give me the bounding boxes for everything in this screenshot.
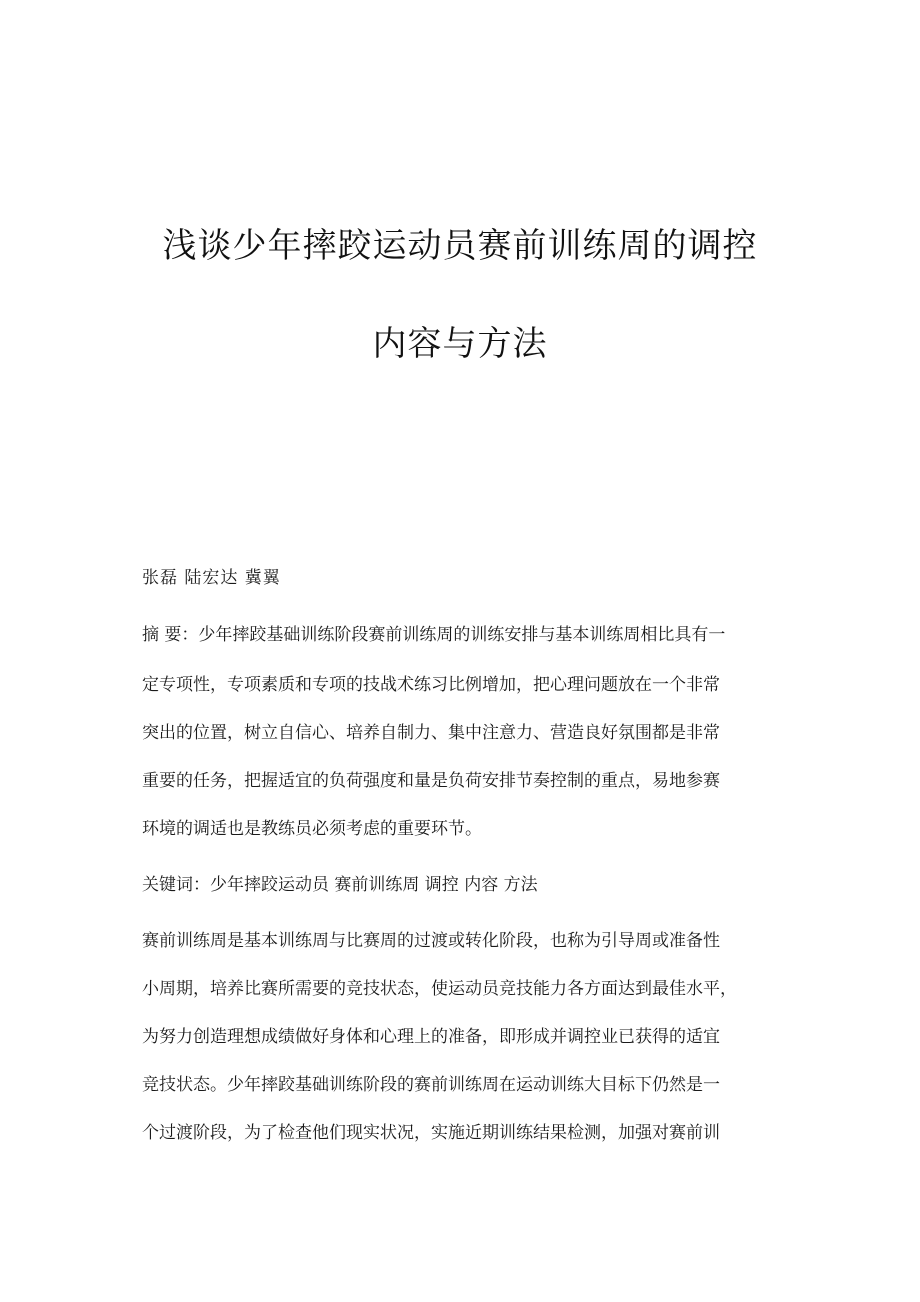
abstract-line: 重要的任务，把握适宜的负荷强度和量是负荷安排节奏控制的重点，易地参赛 (142, 771, 720, 791)
authors: 张磊 陆宏达 冀翼 (142, 568, 281, 588)
abstract-line: 摘 要：少年摔跤基础训练阶段赛前训练周的训练安排与基本训练周相比具有一 (142, 625, 726, 645)
body-line: 为努力创造理想成绩做好身体和心理上的准备，即形成并调控业已获得的适宜 (142, 1027, 720, 1047)
body-line: 竞技状态。少年摔跤基础训练阶段的赛前训练周在运动训练大目标下仍然是一 (142, 1075, 720, 1095)
abstract-line: 环境的调适也是教练员必须考虑的重要环节。 (142, 819, 482, 839)
title-line-2: 内容与方法 (372, 324, 548, 364)
body-line: 赛前训练周是基本训练周与比赛周的过渡或转化阶段，也称为引导周或准备性 (142, 931, 720, 951)
title-line-1: 浅谈少年摔跤运动员赛前训练周的调控 (162, 226, 758, 266)
abstract-line: 定专项性，专项素质和专项的技战术练习比例增加，把心理问题放在一个非常 (142, 675, 720, 695)
keywords: 关键词：少年摔跤运动员 赛前训练周 调控 内容 方法 (142, 875, 538, 895)
body-line: 个过渡阶段，为了检查他们现实状况，实施近期训练结果检测，加强对赛前训 (142, 1123, 720, 1143)
body-line: 小周期，培养比赛所需要的竞技状态，使运动员竞技能力各方面达到最佳水平， (142, 979, 737, 999)
abstract-line: 突出的位置，树立自信心、培养自制力、集中注意力、营造良好氛围都是非常 (142, 723, 720, 743)
